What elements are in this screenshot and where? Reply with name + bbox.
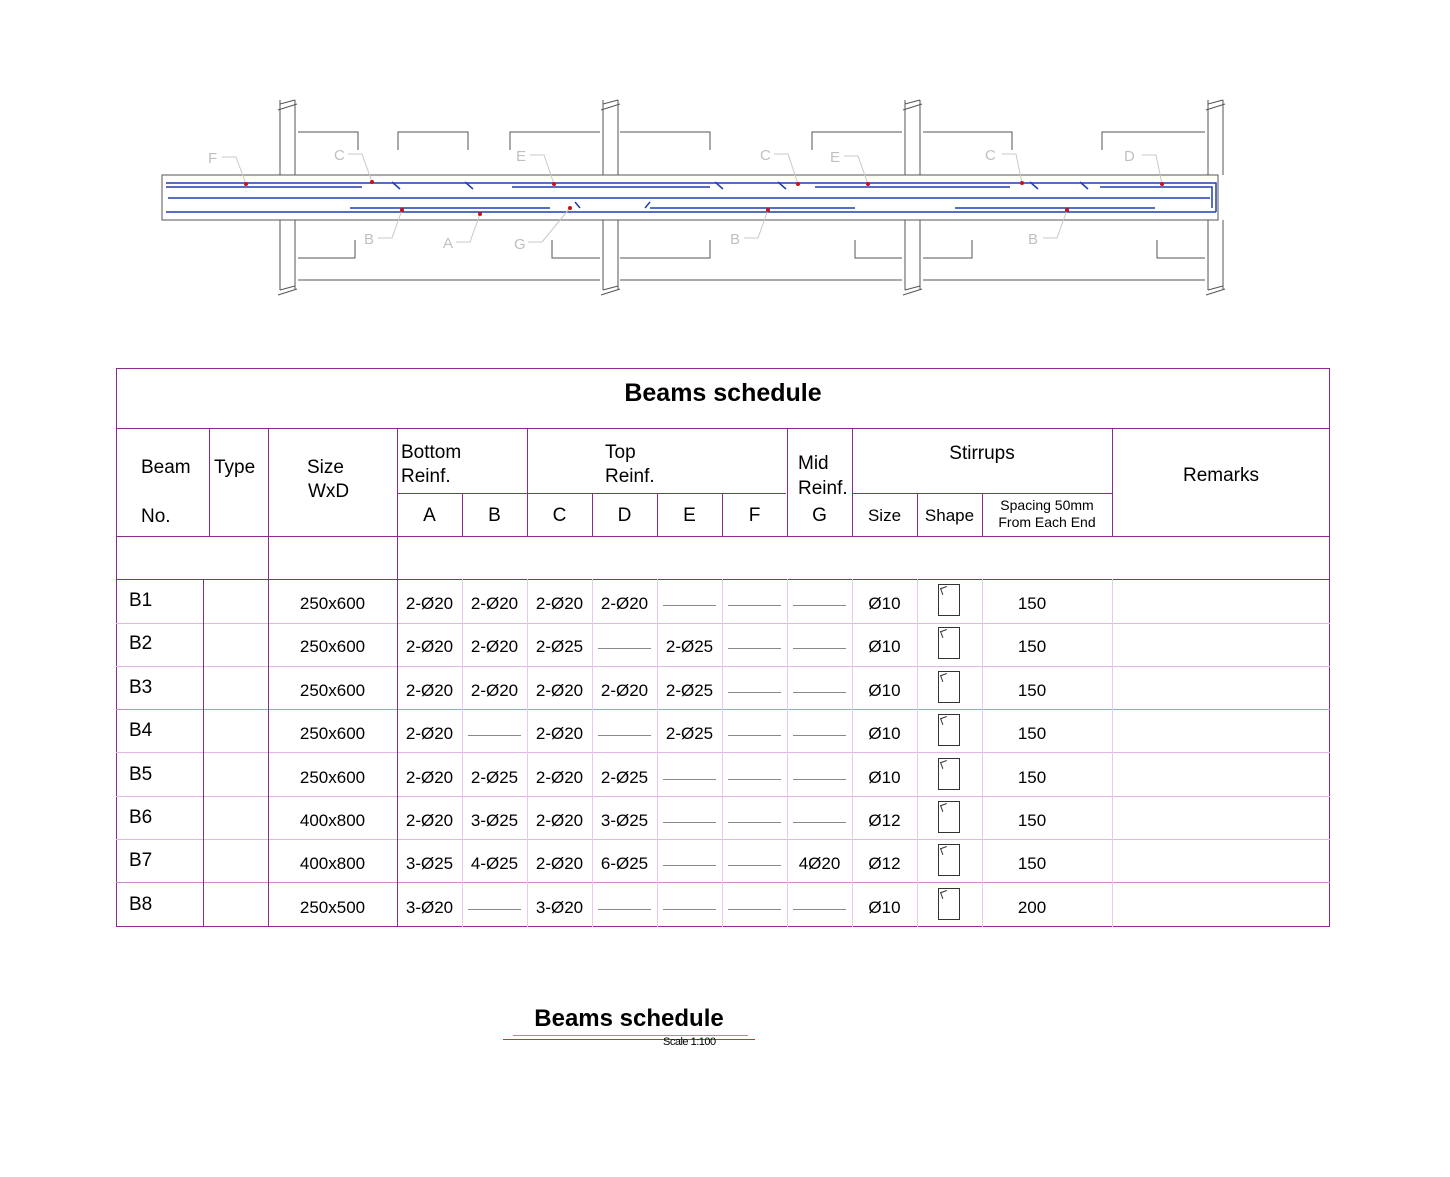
empty-cell-dash [728,692,781,693]
col-divider [462,579,463,927]
rebar-lines [166,182,1216,212]
row-divider [116,796,1330,797]
cell-size: 250x600 [299,594,366,613]
cell-size: 400x800 [299,854,366,874]
header-top: Top [605,442,636,463]
cell-st: Ø10 [868,594,901,613]
col-divider [852,579,853,927]
cell-st: Ø10 [868,767,901,787]
cell-a: 3-Ø20 [405,897,454,917]
cell-size: 400x800 [299,811,366,830]
cell-d: 2-Ø20 [600,680,649,700]
header-spacing: Spacing 50mm [1000,497,1094,513]
cell-d: 6-Ø25 [600,854,649,874]
cell-size: 250x500 [299,897,366,917]
cell-e: 2-Ø25 [665,724,714,744]
cell-sp: 150 [1017,637,1047,657]
cell-st: Ø10 [868,637,901,657]
cell-a: 2-Ø20 [405,724,454,744]
cell-c: 2-Ø20 [535,680,584,700]
cell-d: 3-Ø25 [600,811,649,830]
header-stirrup-shape: Shape [924,506,975,525]
header-beam: Beam [141,457,191,478]
cell-b: 2-Ø20 [470,680,519,700]
header-col-e: E [683,505,696,526]
cell-st: Ø12 [868,854,901,874]
title-divider [116,428,1330,429]
empty-cell-dash [793,909,846,910]
cell-b: 2-Ø25 [470,767,519,787]
caption-scale: Scale 1:100 [663,1036,716,1048]
col-divider [917,579,918,927]
cell-a: 2-Ø20 [405,680,454,700]
cell-c: 2-Ø20 [535,854,584,874]
empty-cell-dash [793,605,846,606]
empty-cell-dash [468,735,521,736]
row-beam-id: B7 [129,850,153,872]
empty-cell-dash [728,865,781,866]
cell-sp: 150 [1017,594,1047,613]
col-divider [268,428,269,927]
cell-d: 2-Ø20 [600,594,649,613]
row-beam-id: B3 [129,676,153,698]
cell-st: Ø12 [868,811,901,830]
empty-cell-dash [728,648,781,649]
row-divider [116,752,1330,753]
tag-a: A [443,235,454,252]
cell-size: 250x600 [299,680,366,700]
empty-cell-dash [598,648,651,649]
header-mid-reinf: Reinf. [798,478,848,499]
tag-b: B [730,231,741,248]
row-divider [116,623,1330,624]
row-beam-id: B6 [129,807,153,828]
cell-b: 2-Ø20 [470,594,519,613]
empty-cell-dash [728,909,781,910]
cell-a: 2-Ø20 [405,767,454,787]
stirrup-shape-icon [938,801,960,833]
cell-sp: 150 [1017,854,1047,874]
header-col-c: C [552,505,567,526]
cell-sp: 150 [1017,680,1047,700]
col-divider [657,579,658,927]
cell-st: Ø10 [868,897,901,917]
cell-b: 4-Ø25 [470,854,519,874]
stirrup-shape-icon [938,627,960,659]
row-divider [116,882,1330,883]
cell-g: 4Ø20 [798,854,841,874]
tag-b: B [1028,231,1039,248]
stirrup-shape-icon [938,671,960,703]
header-bottom: Bottom [401,442,462,463]
empty-cell-dash [598,735,651,736]
body-divider [116,579,1330,580]
header-wxd: WxD [308,481,350,502]
cell-size: 250x600 [299,724,366,744]
header-type: Type [214,457,256,478]
header-col-a: A [423,505,436,526]
beams-schedule-table [116,368,1330,927]
caption-underline-red [503,1039,755,1040]
beam-reinforcement-drawing [150,90,1240,305]
empty-cell-dash [663,605,716,606]
empty-cell-dash [663,865,716,866]
stirrup-shape-icon [938,888,960,920]
cell-a: 2-Ø20 [405,594,454,613]
tag-e: E [516,148,527,165]
tag-c: C [760,147,771,164]
col-divider [1112,579,1113,927]
empty-cell-dash [793,779,846,780]
rebar-tags [208,147,1164,253]
header-col-f: F [748,505,761,526]
row-beam-id: B5 [129,763,153,785]
row-beam-id: B8 [129,893,153,915]
schedule-title: Beams schedule [624,379,822,407]
header-divider [116,536,1330,537]
cell-size: 250x600 [299,767,366,787]
stirrup-shape-icon [938,758,960,790]
tag-c: C [334,147,345,164]
cell-a: 2-Ø20 [405,637,454,657]
empty-cell-dash [663,779,716,780]
cell-a: 3-Ø25 [405,854,454,874]
cell-st: Ø10 [868,724,901,744]
tag-e: E [830,149,841,166]
empty-cell-dash [793,735,846,736]
cell-sp: 150 [1017,767,1047,787]
empty-cell-dash [728,822,781,823]
empty-cell-dash [728,605,781,606]
header-spacing-ends: From Each End [998,514,1096,530]
stirrup-shape-icon [938,844,960,876]
header-stirrup-size: Size [867,506,902,525]
col-divider [527,579,528,927]
empty-cell-dash [728,779,781,780]
col-divider [722,579,723,927]
drawing-caption [503,1003,755,1053]
empty-cell-dash [663,909,716,910]
cell-b: 3-Ø25 [470,811,519,830]
row-divider [116,666,1330,667]
header-remarks: Remarks [1182,465,1259,486]
cell-size: 250x600 [299,637,366,657]
col-divider [982,579,983,927]
header-no: No. [141,506,171,527]
header-col-d: D [617,505,632,526]
cell-d: 2-Ø25 [600,767,649,787]
empty-cell-dash [598,909,651,910]
header-bottom-reinf: Reinf. [401,466,451,487]
cell-e: 2-Ø25 [665,680,714,700]
cell-c: 2-Ø20 [535,724,584,744]
cell-c: 2-Ø20 [535,811,584,830]
cell-c: 2-Ø25 [535,637,584,657]
cell-c: 2-Ø20 [535,767,584,787]
empty-cell-dash [793,822,846,823]
cell-sp: 200 [1017,897,1047,917]
header-top-reinf: Reinf. [605,466,655,487]
header-stirrups: Stirrups [949,443,1015,464]
cell-c: 3-Ø20 [535,897,584,917]
tag-d: D [1124,148,1135,165]
empty-cell-dash [728,735,781,736]
cell-b: 2-Ø20 [470,637,519,657]
header-size: Size [307,457,344,478]
row-divider [116,839,1330,840]
row-beam-id: B1 [129,590,153,611]
col-divider [787,579,788,927]
cell-st: Ø10 [868,680,901,700]
beam-elevation-svg [150,90,1240,305]
cell-sp: 150 [1017,811,1047,830]
caption-title: Beams schedule [534,1005,724,1032]
empty-cell-dash [793,648,846,649]
tag-f: F [208,150,218,167]
stirrup-shape-icon [938,714,960,746]
col-divider [592,579,593,927]
col-divider [397,428,398,927]
cell-a: 2-Ø20 [405,811,454,830]
row-beam-id: B2 [129,633,153,655]
cell-c: 2-Ø20 [535,594,584,613]
tag-g: G [514,236,526,253]
header-col-g: G [812,505,827,526]
tag-c: C [985,147,996,164]
empty-cell-dash [468,909,521,910]
empty-cell-dash [663,822,716,823]
tag-b: B [364,231,375,248]
header-col-b: B [488,505,501,526]
empty-cell-dash [793,692,846,693]
header-mid: Mid [798,453,829,474]
row-beam-id: B4 [129,720,153,742]
col-divider [209,428,210,536]
col-divider [203,579,204,927]
cell-sp: 150 [1017,724,1047,744]
cell-e: 2-Ø25 [665,637,714,657]
row-divider [116,709,1330,710]
stirrup-shape-icon [938,584,960,616]
